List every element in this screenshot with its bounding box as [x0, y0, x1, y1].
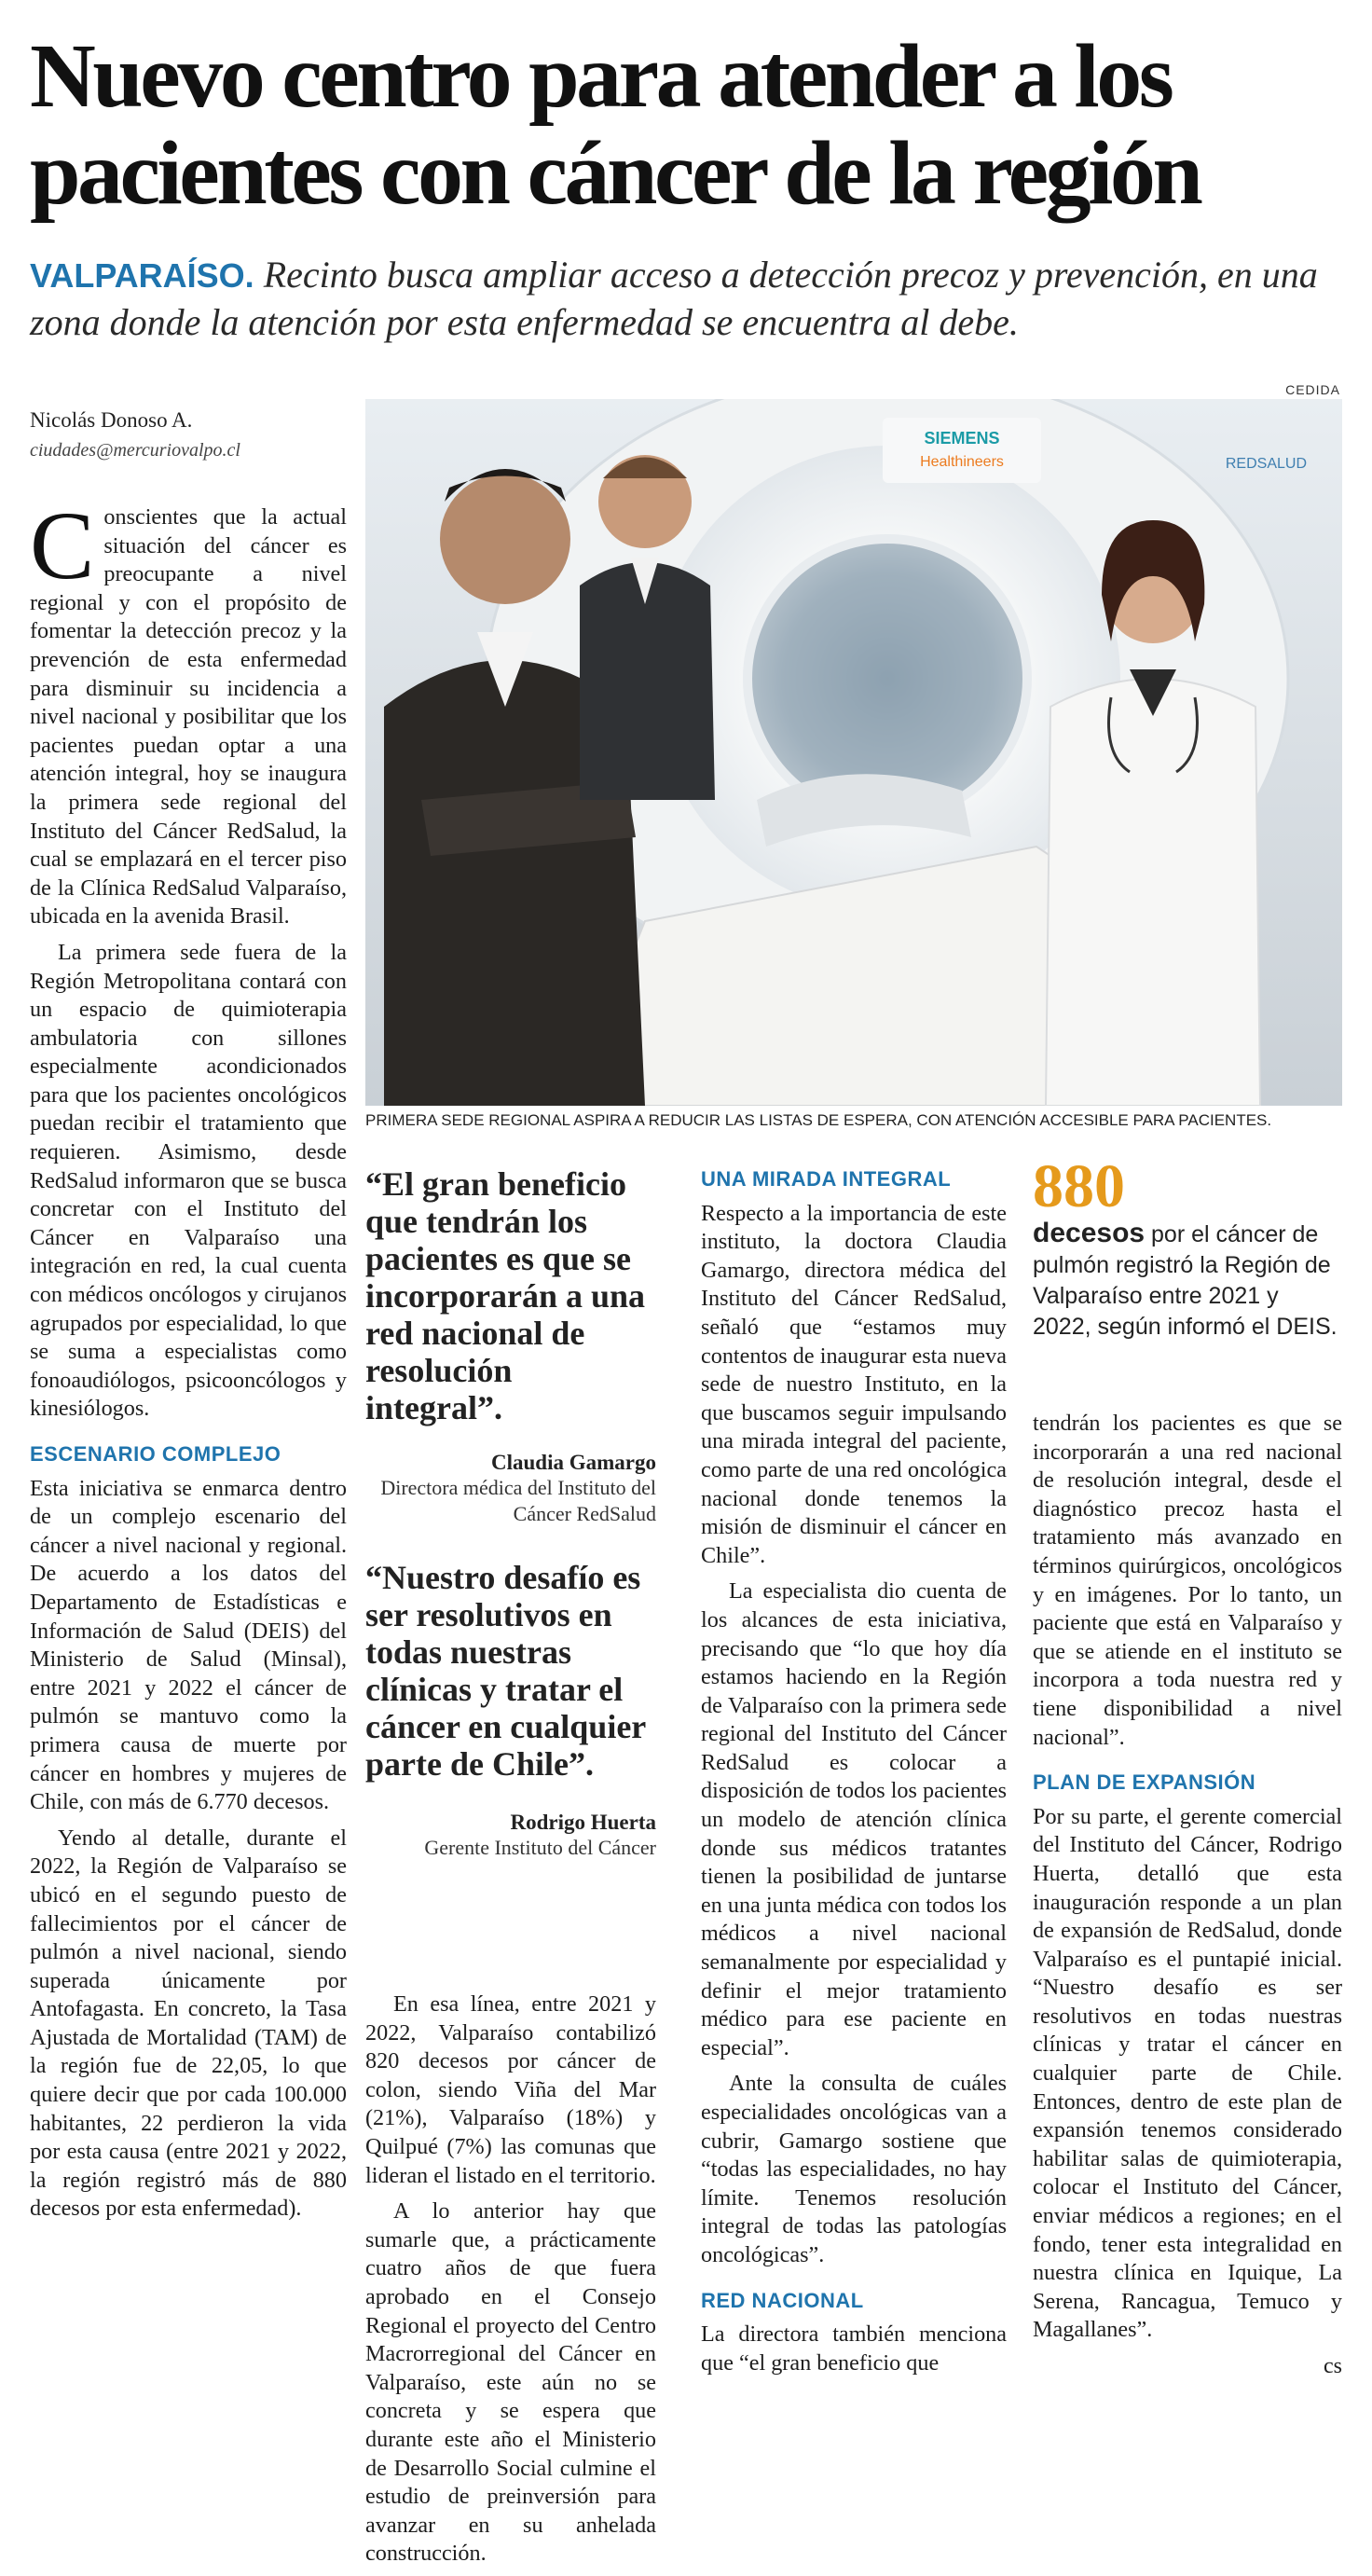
col1-paragraph-4: Yendo al detalle, durante el 2022, la Región de Valparaíso se ubicó en el segundo puesto de fallecimientos por el cáncer de pulmón a nivel nacional, siendo superada únicamente por Antofagasta. En concreto, la Tasa Ajustada de Mortalidad (TAM) de la región fue de 22,05, lo que quiere decir que por cada 100.000 habitantes, 22 perdieron la vida por esta causa (entre 2021 y 2022, la región registró más de 880 decesos por esta enfermedad).: [30, 1825, 347, 2222]
column-4: [1033, 1410, 1342, 2381]
col3-paragraph-1: Respecto a la importancia de este instituto, la doctora Claudia Gamargo, directora médica del Instituto del Cáncer RedSalud, señaló que “estamos muy contentos de inaugurar esta nueva sede de nuestro Instituto, en la que buscamos seguir impulsando una mirada integral del paciente, como parte de una red oncológica nacional donde tenemos la misión de disminuir el cáncer en Chile”.: [701, 1200, 1007, 1568]
col1-paragraph-1: Conscientes que la actual situación del cáncer es preocupante a nivel regional y con el propósito de fomentar la detección precoz y la prevención de esta enfermedad para disminuir su incidencia a nivel nacional y posibilitar que los pacientes puedan optar a una atención integral, hoy se inaugura la primera sede regional del Instituto del Cáncer RedSalud, la cual se emplazará en el tercer piso de la Clínica RedSalud Valparaíso, ubicada en la avenida Brasil.: [30, 492, 347, 930]
col4-paragraph-2: Por su parte, el gerente comercial del Instituto del Cáncer, Rodrigo Huerta, detalló que esta inauguración responde a un plan de expansión de RedSalud, donde Valparaíso es el puntapié inicial. “Nuestro desafío es ser resolutivos en todas nuestras clínicas y tratar el cáncer en cualquier parte de Chile. Entonces, dentro de este plan de expansión tenemos considerado habilitar salas de quimioterapia, colocar el Instituto del Cáncer, enviar médicos a regiones; en el fondo, tener esta integralidad en nuestra clínica en Iquique, La Serena, Rancagua, Temuco y Magallanes”.: [1033, 1803, 1342, 2343]
photo-brand-siemens: SIEMENS: [924, 429, 1000, 448]
col1-paragraph-3: Esta iniciativa se enmarca dentro de un complejo escenario del cáncer a nivel nacional y regional. De acuerdo a los datos del Departamento de Estadísticas e Información de Salud (DEIS) del Ministerio de Salud (Minsal), entre 2021 y 2022 el cáncer de pulmón se mantuvo como la primera causa de muerte por cáncer en hombres y mujeres de Chile, con más de 6.770 decesos.: [30, 1475, 347, 1815]
article-photo: [365, 399, 1342, 1106]
col3-paragraph-3: Ante la consulta de cuáles especialidades oncológicas van a cubrir, Gamargo sostiene que “todas las especialidades, no hay límite. Tenemos resolución integral de todas las patologías oncológicas”.: [701, 2071, 1007, 2267]
column-3: [701, 1165, 1007, 2385]
headline-line-2: pacientes con cáncer de la región: [30, 123, 1200, 224]
lead-kicker: VALPARAÍSO.: [30, 256, 254, 295]
end-mark: cs: [1324, 2354, 1342, 2378]
col3-paragraph-4: La directora también menciona que “el gran beneficio que: [701, 2321, 1007, 2376]
col3-paragraph-2: La especialista dio cuenta de los alcances de esta iniciativa, precisando que “lo que hoy día estamos haciendo en la Región de Valparaíso con la primera sede regional del Instituto del Cáncer RedSalud es colocar a disposición de todos los pacientes un modelo de atención clínica donde sus médicos tratantes tienen la posibilidad de juntarse en una junta médica con todos los médicos a nivel nacional semanalmente por especialidad y definir el mejor tratamiento médico para ese paciente en especial”.: [701, 1578, 1007, 2060]
column-2-text: [365, 1991, 656, 2576]
subhead-escenario-complejo: ESCENARIO COMPLEJO: [30, 1442, 281, 1466]
col2-paragraph-1: En esa línea, entre 2021 y 2022, Valparaíso contabilizó 820 decesos por cáncer de colon, siendo Viña del Mar (21%), Valparaíso (18%) y Quilpué (7%) las comunas que lideran el listado en el territorio.: [365, 1991, 656, 2188]
lead-text: Recinto busca ampliar acceso a detección precoz y prevención, en una zona donde la atención por esta enfermedad se encuentra al debe.: [30, 254, 1318, 343]
quote-1-role: Directora médica del Instituto del Cáncer RedSalud: [380, 1476, 656, 1525]
byline-author: Nicolás Donoso A.: [30, 408, 193, 432]
quote-2-name: Rodrigo Huerta: [510, 1811, 656, 1834]
column-1: [30, 492, 347, 2231]
stat-box: [1033, 1152, 1342, 1343]
photo-caption: PRIMERA SEDE REGIONAL ASPIRA A REDUCIR LAS LISTAS DE ESPERA, CON ATENCIÓN ACCESIBLE PARA PACIENTES.: [365, 1111, 1272, 1129]
stat-text: por el cáncer de pulmón registró la Región de Valparaíso entre 2021 y 2022, según informó el DEIS.: [1033, 1221, 1338, 1340]
stat-description: [1033, 1218, 1342, 1343]
col1-paragraph-2: La primera sede fuera de la Región Metropolitana contará con un espacio de quimioterapia ambulatoria con sillones especialmente acondicionados para que los pacientes oncológicos puedan recibir el tratamiento que requieren. Asimismo, desde RedSalud informaron que se busca concretar con el Instituto del Cáncer en Valparaíso una integración en red, la cual cuenta con médicos oncólogos y cirujanos agrupados por especialidad, lo que se suma a especialistas como fonoaudiólogos, psicooncólogos y kinesiólogos.: [30, 939, 347, 1422]
photo-brand-healthineers: Healthineers: [920, 454, 1004, 470]
column-2-quotes: [365, 1165, 656, 1861]
subhead-una-mirada-integral: UNA MIRADA INTEGRAL: [701, 1167, 952, 1191]
stat-number: 880: [1033, 1152, 1125, 1220]
lead-paragraph: [30, 252, 1344, 346]
pull-quote-2: “Nuestro desafío es ser resolutivos en todas nuestras clínicas y tratar el cáncer en cualquier parte de Chile”.: [365, 1559, 646, 1783]
col4-paragraph-1: tendrán los pacientes es que se incorporarán a una red nacional de resolución integral, desde el diagnóstico precoz hasta el tratamiento más avanzado en términos quirúrgicos, oncológicos y en imágenes. Por lo tanto, un paciente que está en Valparaíso y que se atiende en el instituto se incorpora a toda nuestra red y tiene disponibilidad a nivel nacional”.: [1033, 1411, 1342, 1750]
photo-brand-redsalud: REDSALUD: [1225, 456, 1307, 472]
headline-line-1: Nuevo centro para atender a los: [30, 26, 1172, 127]
byline-email: ciudades@mercuriovalpo.cl: [30, 440, 240, 461]
col2-paragraph-2: A lo anterior hay que sumarle que, a prácticamente cuatro años de que fuera aprobado en el Consejo Regional el proyecto del Centro Macrorregional del Cáncer en Valparaíso, este aún no se concreta y se espera que durante este año el Ministerio de Desarrollo Social culmine el estudio de preinversión para avanzar en su anhelada construcción.: [365, 2198, 656, 2567]
subhead-red-nacional: RED NACIONAL: [701, 2288, 864, 2312]
headline: [30, 28, 1353, 222]
quote-2-role: Gerente Instituto del Cáncer: [424, 1836, 656, 1859]
subhead-plan-de-expansion: PLAN DE EXPANSIÓN: [1033, 1770, 1256, 1795]
photo-credit: CEDIDA: [1285, 382, 1340, 397]
photo-illustration: [365, 399, 1342, 1106]
pull-quote-1: “El gran beneficio que tendrán los pacientes es que se incorporarán a una red nacional de resolución integral”.: [365, 1165, 646, 1426]
stat-bold: decesos: [1033, 1218, 1146, 1248]
quote-1-name: Claudia Gamargo: [491, 1451, 656, 1474]
